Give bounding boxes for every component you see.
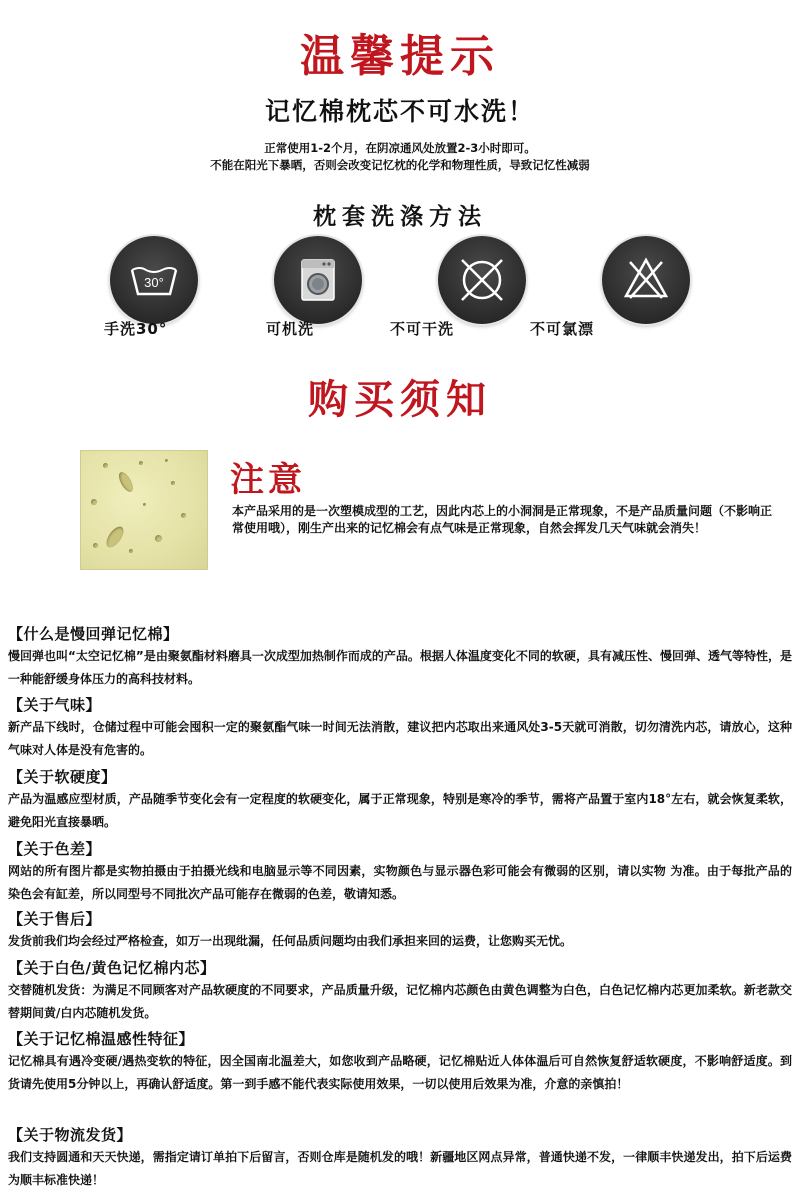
faq-text: 慢回弹也叫“太空记忆棉”是由聚氨酯材料磨具一次成型加热制作而成的产品。根据人体温度变化不同的软硬，具有减压性、慢回弹、透气等特性，是一种能舒缓身体压力的高科技材料。 <box>8 649 792 686</box>
faq-text: 网站的所有图片都是实物拍摄由于拍摄光线和电脑显示等不同因素，实物颜色与显示器色彩可能会有微弱的区别，请以实物 为准。由于每批产品的染色会有缸差，所以同型号不同批次产品可能存在微弱的色差，敬请知悉。 <box>8 864 792 901</box>
faq-heading: 【关于气味】 <box>8 696 102 714</box>
purchase-title: 购买须知 <box>308 377 492 423</box>
faq-heading: 【关于色差】 <box>8 840 102 858</box>
washing-machine-icon <box>274 236 362 324</box>
faq-text: 新产品下线时，仓储过程中可能会囤积一定的聚氨酯气味一时间无法消散，建议把内芯取出来通风处3-5天就可消散，切勿清洗内芯，请放心，这种气味对人体是没有危害的。 <box>8 720 792 757</box>
faq-heading: 【关于软硬度】 <box>8 768 117 786</box>
header-title: 温馨提示 <box>300 31 500 82</box>
faq-heading: 【关于记忆棉温感性特征】 <box>8 1030 195 1048</box>
machine-wash-label: 可机洗 <box>266 320 315 338</box>
no-dry-clean-icon <box>438 236 526 324</box>
hand-wash-30-icon <box>110 236 198 324</box>
faq-section <box>8 766 792 834</box>
faq-section <box>8 1124 792 1192</box>
faq-heading: 【什么是慢回弹记忆棉】 <box>8 625 179 643</box>
faq-text: 产品为温感应型材质，产品随季节变化会有一定程度的软硬变化，属于正常现象，特别是寒冷的季节，需将产品置于室内18°左右，就会恢复柔软，避免阳光直接暴晒。 <box>8 792 792 829</box>
hand-wash-label: 手洗30° <box>104 320 168 338</box>
faq-text: 交替随机发货：为满足不同顾客对产品软硬度的不同要求，产品质量升级，记忆棉内芯颜色由黄色调整为白色，白色记忆棉内芯更加柔软。新老款交替期间黄/白内芯随机发货。 <box>8 983 792 1020</box>
faq-text: 发货前我们均会经过严格检查，如万一出现纰漏，任何品质问题均由我们承担来回的运费，让您购买无忧。 <box>8 934 573 948</box>
note-text: 本产品采用的是一次塑模成型的工艺，因此内芯上的小洞洞是正常现象，不是产品质量问题（不影响正常使用哦），刚生产出来的记忆棉会有点气味是正常现象，自然会挥发几天气味就会消失！ <box>232 504 773 535</box>
faq-heading: 【关于白色/黄色记忆棉内芯】 <box>8 959 216 977</box>
faq-heading: 【关于售后】 <box>8 910 102 928</box>
washing-title: 枕套洗涤方法 <box>313 204 487 230</box>
no-dry-clean-label: 不可干洗 <box>390 320 455 338</box>
faq-section <box>8 623 792 691</box>
note-title: 注意 <box>230 460 306 500</box>
faq-section <box>8 957 792 1025</box>
faq-section <box>8 908 792 953</box>
no-bleach-label: 不可氯漂 <box>530 320 595 338</box>
hand-wash-temp: 30° <box>144 275 164 290</box>
notice-line: 不能在阳光下暴晒，否则会改变记忆枕的化学和物理性质，导致记忆性减弱 <box>210 158 590 172</box>
notice-text <box>0 140 800 174</box>
faq-section <box>8 694 792 762</box>
faq-section <box>8 1028 792 1096</box>
no-bleach-icon <box>602 236 690 324</box>
faq-text: 我们支持圆通和天天快递，需指定请订单拍下后留言，否则仓库是随机发的哦！新疆地区网点异常，普通快递不发，一律顺丰快递发出，拍下后运费为顺丰标准快递！ <box>8 1150 792 1187</box>
faq-section <box>8 838 792 906</box>
faq-text: 记忆棉具有遇冷变硬/遇热变软的特征，因全国南北温差大，如您收到产品略硬，记忆棉贴近人体体温后可自然恢复舒适软硬度，不影响舒适度。到货请先使用5分钟以上，再确认舒适度。第一到手感不能代表实际使用效果，一切以使用后效果为准，介意的亲慎拍！ <box>8 1054 792 1091</box>
notice-line: 正常使用1-2个月，在阴凉通风处放置2-3小时即可。 <box>264 141 536 155</box>
memory-foam-texture-icon <box>80 450 208 570</box>
header-subtitle: 记忆棉枕芯不可水洗！ <box>264 97 535 126</box>
faq-heading: 【关于物流发货】 <box>8 1126 133 1144</box>
